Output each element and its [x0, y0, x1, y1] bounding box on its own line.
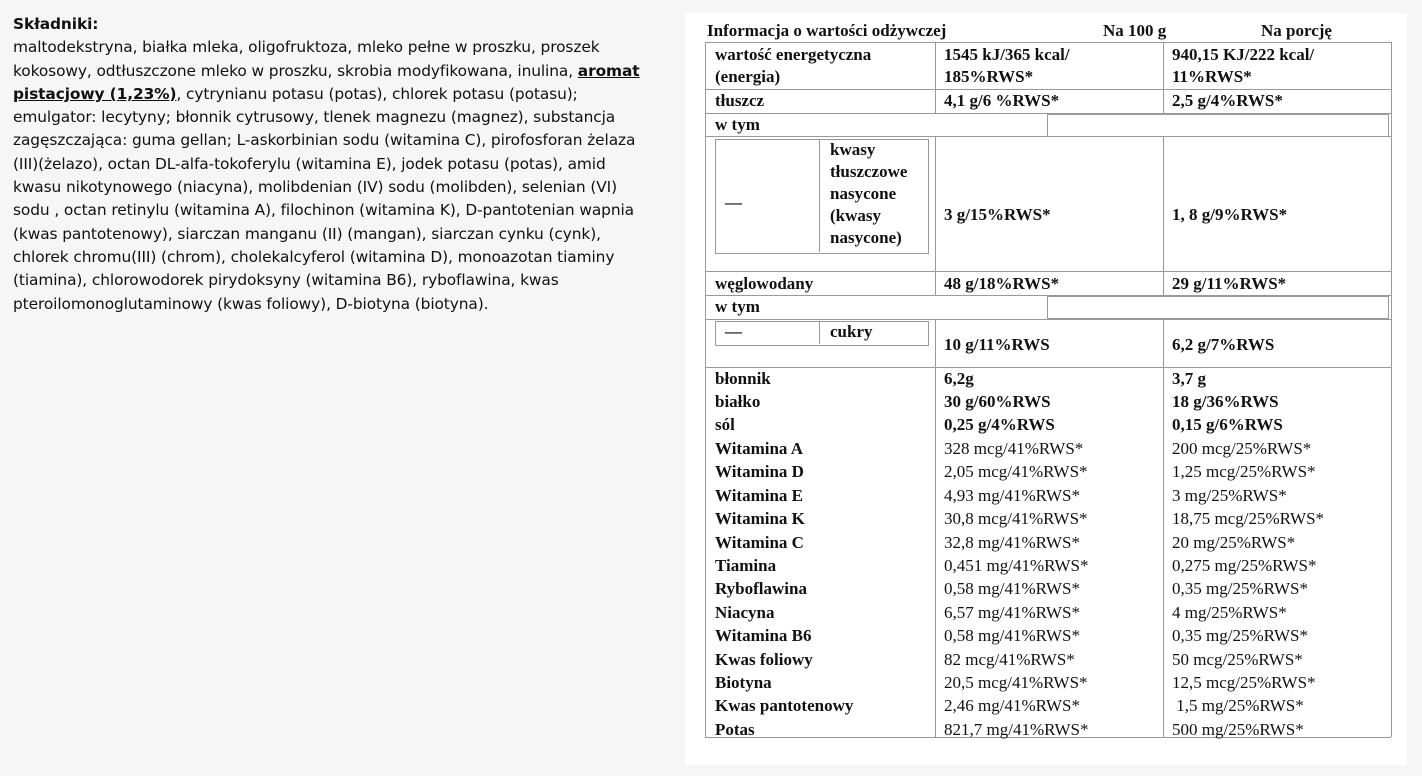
- vitamin-portion: 0,35 mg/25%RWS*: [1172, 579, 1309, 599]
- protein-per100: 30 g/60%RWS: [944, 392, 1051, 411]
- column-header-100g: Na 100 g: [1103, 21, 1167, 40]
- vitamin-portion: 3 mg/25%RWS*: [1172, 485, 1287, 505]
- vitamin-per100: 20,5 mcg/41%RWS*: [944, 673, 1088, 692]
- nutrition-card: [685, 13, 1407, 765]
- fat-label: tłuszcz: [715, 91, 765, 110]
- vitamin-per100: 2,05 mcg/41%RWS*: [944, 462, 1088, 482]
- fat-per100: 4,1 g/6 %RWS*: [944, 91, 1060, 110]
- sugars-per100: 10 g/11%RWS: [944, 335, 1050, 354]
- energy-per100: 1545 kJ/365 kcal/ 185%RWS*: [944, 45, 1070, 86]
- vitamin-portion: 0,275 mg/25%RWS*: [1172, 556, 1317, 575]
- salt-label: sól: [715, 415, 735, 434]
- vitamin-label: Potas: [715, 719, 755, 739]
- protein-portion: 18 g/36%RWS: [1172, 392, 1279, 411]
- vitamin-portion: 0,35 mg/25%RWS*: [1172, 626, 1309, 646]
- vitamin-per100: 821,7 mg/41%RWS*: [944, 719, 1089, 739]
- vitamin-label: Kwas foliowy: [715, 649, 813, 669]
- saturates-per100: 3 g/15%RWS*: [944, 205, 1051, 224]
- vitamin-per100: 4,93 mg/41%RWS*: [944, 485, 1081, 505]
- protein-label: białko: [715, 392, 761, 411]
- vitamin-per100: 0,451 mg/41%RWS*: [944, 556, 1089, 575]
- vitamin-label: Witamina E: [715, 485, 804, 505]
- vitamin-label: Witamina C: [715, 532, 804, 552]
- vitamin-per100: 32,8 mg/41%RWS*: [944, 532, 1081, 552]
- saturates-label: kwasy tłuszczowe nasycone (kwasy nasycone): [830, 140, 908, 247]
- ingredients-highlight: aromat pistacjowy (1,23%): [13, 61, 640, 103]
- ingredients-heading: Składniki:: [13, 15, 99, 33]
- saturates-dash: —: [725, 193, 742, 212]
- vitamin-portion: 1,5 mg/25%RWS*: [1172, 696, 1304, 716]
- vitamin-per100: 0,58 mg/41%RWS*: [944, 579, 1081, 599]
- energy-portion: 940,15 KJ/222 kcal/ 11%RWS*: [1172, 45, 1315, 86]
- carbs-portion: 29 g/11%RWS*: [1172, 274, 1287, 293]
- vitamin-portion: 200 mcg/25%RWS*: [1172, 439, 1312, 458]
- of-which-label: w tym: [715, 115, 760, 134]
- ingredients-text-part1: maltodekstryna, białka mleka, oligofruktoza, mleko pełne w proszku, proszek kokosowy, odtłuszczone mleko w proszku, skrobia modyfikowana, inulina,: [13, 38, 600, 80]
- vitamin-label: Witamina D: [715, 462, 804, 482]
- carbs-per100: 48 g/18%RWS*: [944, 274, 1060, 293]
- vitamin-per100: 82 mcg/41%RWS*: [944, 649, 1075, 669]
- vitamin-portion: 4 mg/25%RWS*: [1172, 602, 1287, 622]
- vitamin-label: Witamina A: [715, 439, 804, 458]
- salt-portion: 0,15 g/6%RWS: [1172, 415, 1283, 434]
- vitamin-per100: 0,58 mg/41%RWS*: [944, 626, 1081, 646]
- carbs-label: węglowodany: [715, 274, 814, 293]
- nutrition-title: Informacja o wartości odżywczej: [707, 21, 947, 40]
- column-header-portion: Na porcję: [1261, 21, 1332, 40]
- vitamin-portion: 18,75 mcg/25%RWS*: [1172, 509, 1325, 529]
- vitamin-label: Ryboflawina: [715, 579, 807, 599]
- fibre-label: błonnik: [715, 369, 771, 388]
- vitamin-portion: 20 mg/25%RWS*: [1172, 532, 1296, 552]
- ingredients-text: [13, 36, 653, 316]
- vitamin-portion: 12,5 mcg/25%RWS*: [1172, 673, 1316, 692]
- of-which-label-2: w tym: [715, 297, 760, 316]
- vitamin-per100: 6,57 mg/41%RWS*: [944, 602, 1081, 622]
- salt-per100: 0,25 g/4%RWS: [944, 415, 1055, 434]
- vitamin-label: Witamina B6: [715, 626, 812, 646]
- ingredients-block: [13, 13, 653, 316]
- fibre-portion: 3,7 g: [1172, 369, 1206, 388]
- vitamin-label: Biotyna: [715, 673, 772, 692]
- vitamin-per100: 30,8 mcg/41%RWS*: [944, 509, 1088, 529]
- sugars-label: cukry: [830, 322, 873, 341]
- fat-portion: 2,5 g/4%RWS*: [1172, 91, 1283, 110]
- vitamin-portion: 1,25 mcg/25%RWS*: [1172, 462, 1316, 482]
- fibre-per100: 6,2g: [944, 369, 974, 388]
- vitamin-per100: 328 mcg/41%RWS*: [944, 439, 1084, 458]
- sugars-portion: 6,2 g/7%RWS: [1172, 335, 1275, 354]
- vitamin-label: Witamina K: [715, 509, 805, 529]
- saturates-portion: 1, 8 g/9%RWS*: [1172, 205, 1288, 224]
- ingredients-text-part2: , cytrynianu potasu (potas), chlorek potasu (potasu); emulgator: lecytyny; błonnik cytrusowy, tlenek magnezu (magnez), substancja zagęszczająca: guma gellan; L-askorbinian sodu (witamina C), pirofosforan żelaza (III)(żelazo), octan DL-alfa-tokoferylu (witamina E), jodek potasu (potas), amid kwasu nikotynowego (niacyna), molibdenian (IV) sodu (molibden), selenian (VI) sodu , octan retinylu (witamina A), filochinon (witamina K), D-pantotenian wapnia (kwas pantotenowy), siarczan manganu (II) (mangan), siarczan cynku (cynk), chlorek chromu(III) (chrom), cholekalcyferol (witamina D), monoazotan tiaminy (tiamina), chlorowodorek pirydoksyny (witamina B6), ryboflawina, kwas pteroilomonoglutaminowy (kwas foliowy), D-biotyna (biotyna).: [13, 84, 636, 313]
- vitamin-per100: 2,46 mg/41%RWS*: [944, 696, 1081, 716]
- vitamin-label: Kwas pantotenowy: [715, 696, 854, 716]
- vitamin-portion: 500 mg/25%RWS*: [1172, 719, 1304, 739]
- vitamin-label: Niacyna: [715, 602, 775, 622]
- vitamin-label: Tiamina: [715, 556, 777, 575]
- sugars-dash: —: [725, 322, 742, 341]
- energy-label: wartość energetyczna (energia): [715, 45, 872, 86]
- vitamin-portion: 50 mcg/25%RWS*: [1172, 649, 1303, 669]
